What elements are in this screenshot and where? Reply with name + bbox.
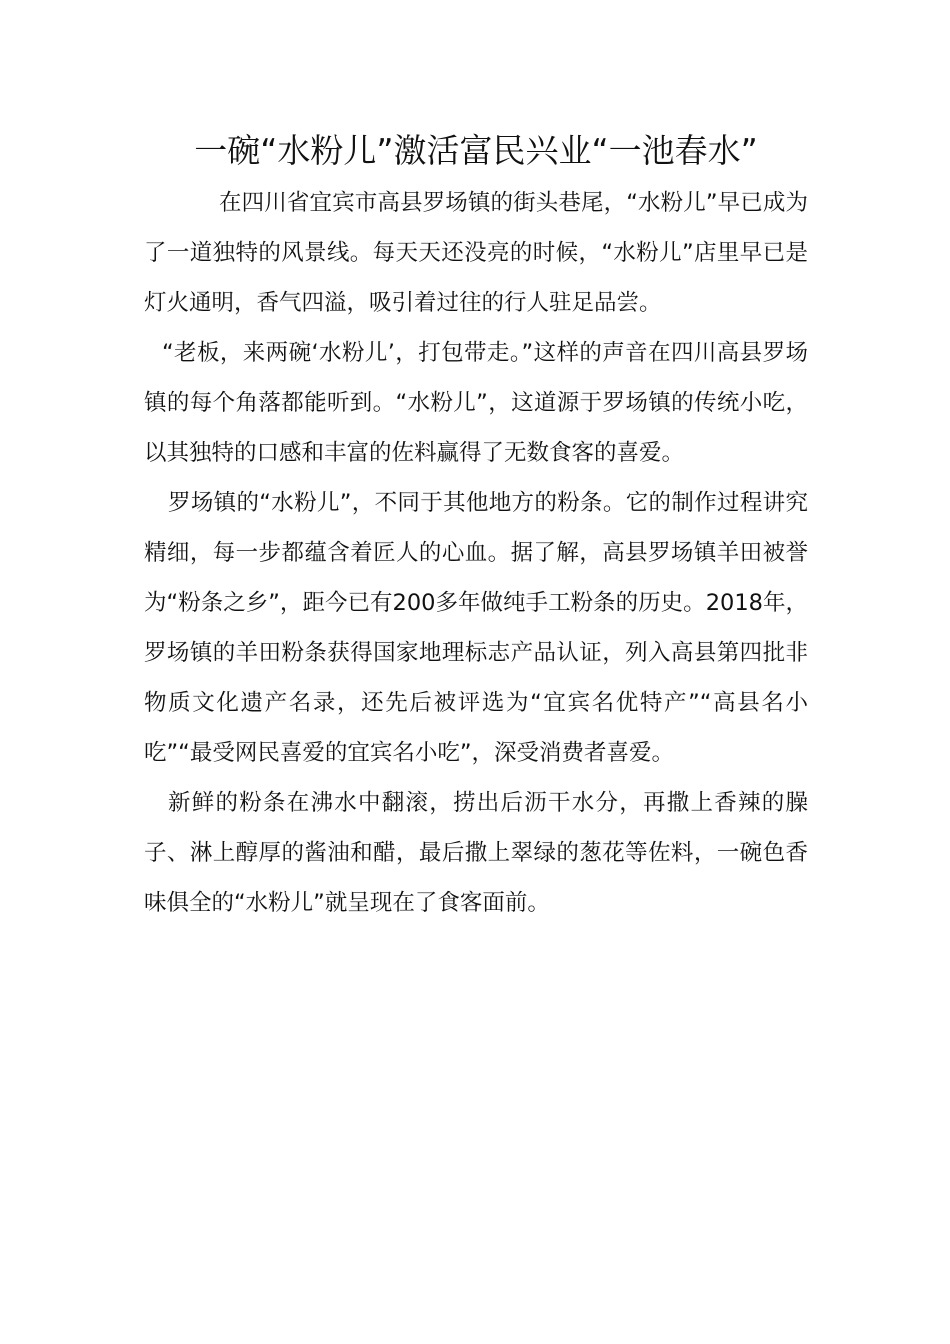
paragraph-2: “老板，来两碗‘水粉儿’，打包带走。”这样的声音在四川高县罗场镇的每个角落都能听到。“水粉儿”，这道源于罗场镇的传统小吃，以其独特的口感和丰富的佐料赢得了无数食客的喜爱。: [144, 340, 808, 466]
paragraph-1: 在四川省宜宾市高县罗场镇的街头巷尾，“水粉儿”早已成为了一道独特的风景线。每天天还没亮的时候，“水粉儿”店里早已是灯火通明，香气四溢，吸引着过往的行人驻足品尝。: [144, 190, 808, 316]
paragraph-4: 新鲜的粉条在沸水中翻滚，捞出后沥干水分，再撒上香辣的臊子、淋上醇厚的酱油和醋，最后撒上翠绿的葱花等佐料，一碗色香味俱全的“水粉儿”就呈现在了食客面前。: [144, 790, 808, 916]
document-title: 一碗“水粉儿”激活富民兴业“一池春水”: [194, 131, 758, 170]
paragraph-3: 罗场镇的“水粉儿”，不同于其他地方的粉条。它的制作过程讲究精细，每一步都蕴含着匠人的心血。据了解，高县罗场镇羊田被誉为“粉条之乡”，距今已有200多年做纯手工粉条的历史。2018年，罗场镇的羊田粉条获得国家地理标志产品认证，列入高县第四批非物质文化遗产名录，还先后被评选为“宜宾名优特产”“高县名小吃”“最受网民喜爱的宜宾名小吃”，深受消费者喜爱。: [144, 490, 808, 766]
document-page: [144, 128, 808, 928]
